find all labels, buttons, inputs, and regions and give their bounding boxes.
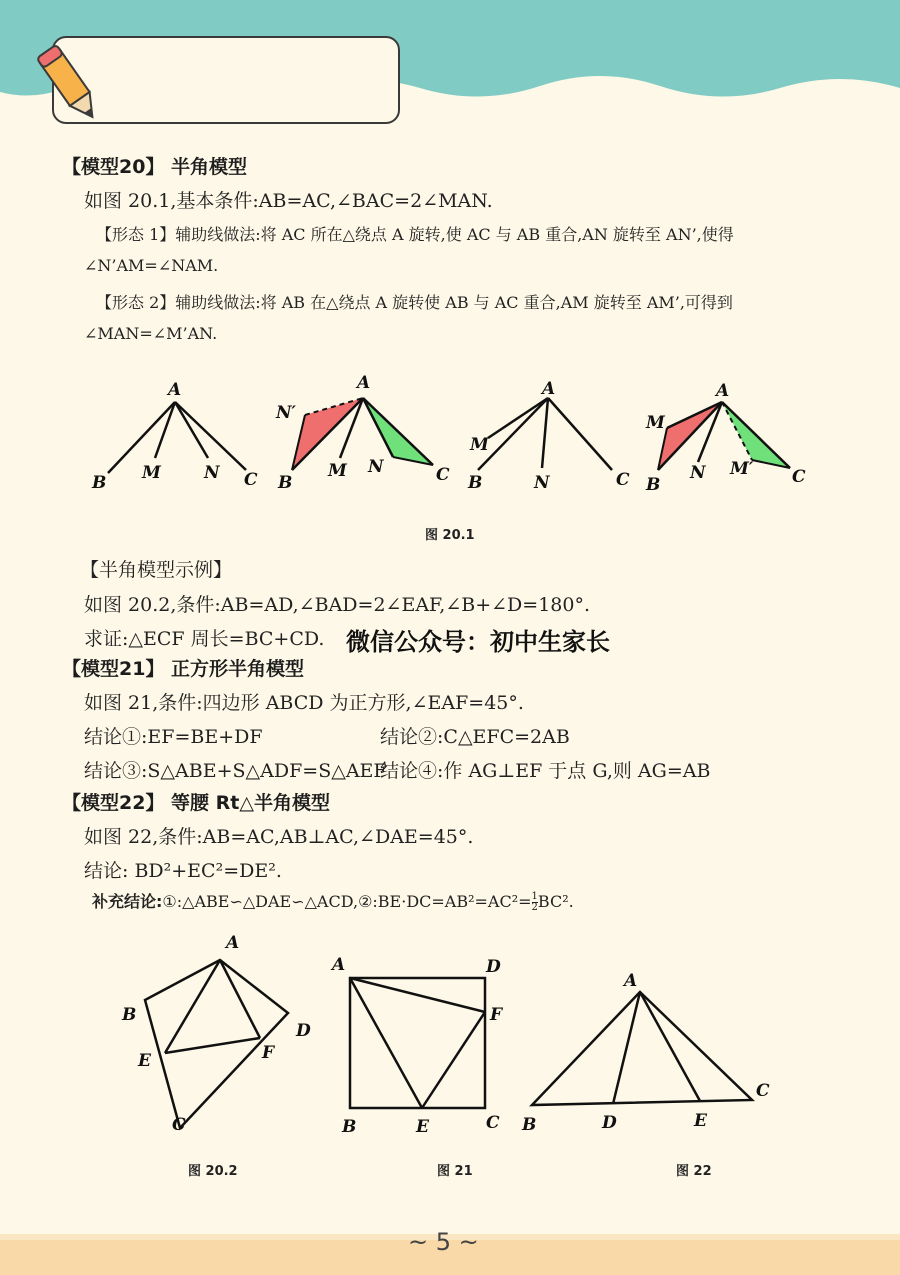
label-A: A bbox=[168, 380, 182, 400]
fig22-caption: 图 22 bbox=[676, 1164, 712, 1179]
model20-form2-line1: 【形态 2】辅助线做法:将 AB 在△绕点 A 旋转使 AB 与 AC 重合,AM 旋转至 AM’,可得到 bbox=[96, 293, 733, 312]
label-E: E bbox=[416, 1117, 429, 1137]
label-D: D bbox=[296, 1021, 311, 1041]
pencil-icon bbox=[30, 40, 110, 130]
label-C: C bbox=[436, 465, 450, 485]
fig20-1-square-like-diagram bbox=[460, 370, 650, 500]
fraction-denominator: 2 bbox=[531, 902, 538, 913]
label-A: A bbox=[357, 373, 371, 393]
fig20-1-basic-diagram bbox=[80, 370, 270, 500]
label-B: B bbox=[92, 473, 107, 493]
example-title: 【半角模型示例】 bbox=[80, 559, 233, 581]
label-C: C bbox=[756, 1081, 770, 1101]
label-C: C bbox=[616, 470, 630, 490]
label-B: B bbox=[122, 1005, 137, 1025]
label-C: C bbox=[172, 1115, 186, 1135]
model21-conclusion-2: 结论②:C△EFC=2AB bbox=[380, 726, 570, 748]
fig22-triangle-diagram bbox=[520, 960, 780, 1140]
label-D: D bbox=[602, 1113, 617, 1133]
model20-title: 【模型20】 半角模型 bbox=[62, 156, 248, 178]
label-A: A bbox=[542, 379, 556, 399]
label-A: A bbox=[716, 381, 730, 401]
fig20-1-form1-diagram bbox=[270, 370, 460, 500]
label-M: M bbox=[328, 461, 347, 481]
label-C: C bbox=[486, 1113, 500, 1133]
label-A: A bbox=[624, 971, 638, 991]
model20-form1-line1: 【形态 1】辅助线做法:将 AC 所在△绕点 A 旋转,使 AC 与 AB 重合,AN 旋转至 AN’,使得 bbox=[96, 225, 734, 244]
label-M: M bbox=[142, 463, 161, 483]
model21-condition: 如图 21,条件:四边形 ABCD 为正方形,∠EAF=45°. bbox=[84, 692, 524, 714]
label-F: F bbox=[490, 1005, 503, 1025]
label-N: N bbox=[690, 463, 706, 483]
model21-conclusion-4: 结论④:作 AG⊥EF 于点 G,则 AG=AB bbox=[380, 760, 711, 782]
model22-title: 【模型22】 等腰 Rt△半角模型 bbox=[62, 792, 330, 814]
fig21-square-diagram bbox=[330, 950, 520, 1140]
model21-conclusion-1: 结论①:EF=BE+DF bbox=[84, 726, 263, 748]
label-B: B bbox=[646, 475, 661, 495]
fig20-2-caption: 图 20.2 bbox=[188, 1164, 238, 1179]
model20-basic-condition: 如图 20.1,基本条件:AB=AC,∠BAC=2∠MAN. bbox=[84, 190, 493, 212]
example-prove: 求证:△ECF 周长=BC+CD. bbox=[84, 628, 325, 650]
label-M: M bbox=[646, 413, 665, 433]
label-A: A bbox=[332, 955, 346, 975]
model20-form2-line2: ∠MAN=∠M’AN. bbox=[84, 324, 218, 343]
model20-form1-line2: ∠N’AM=∠NAM. bbox=[84, 256, 219, 275]
model22-supplement bbox=[92, 889, 574, 913]
label-N: N bbox=[534, 473, 550, 493]
model21-conclusion-3: 结论③:S△ABE+S△ADF=S△AEF bbox=[84, 760, 387, 782]
label-N: N bbox=[204, 463, 220, 483]
label-A: A bbox=[226, 933, 240, 953]
model22-conclusion: 结论: BD²+EC²=DE². bbox=[84, 860, 282, 882]
fig21-caption: 图 21 bbox=[437, 1164, 473, 1179]
label-B: B bbox=[468, 473, 483, 493]
model22-condition: 如图 22,条件:AB=AC,AB⊥AC,∠DAE=45°. bbox=[84, 826, 474, 848]
supplement-head: 补充结论: bbox=[92, 892, 163, 911]
label-D: D bbox=[486, 957, 501, 977]
watermark-text: 微信公众号：初中生家长 bbox=[342, 622, 614, 657]
label-B: B bbox=[342, 1117, 357, 1137]
label-N-prime: N′ bbox=[276, 403, 297, 423]
label-M: M bbox=[470, 435, 489, 455]
fraction-numerator: 1 bbox=[531, 891, 538, 902]
label-B: B bbox=[278, 473, 293, 493]
label-E: E bbox=[138, 1051, 151, 1071]
supplement-tail: BC². bbox=[537, 892, 574, 911]
fig20-1-form2-diagram bbox=[640, 370, 830, 500]
label-F: F bbox=[262, 1043, 275, 1063]
label-C: C bbox=[244, 470, 258, 490]
example-condition: 如图 20.2,条件:AB=AD,∠BAD=2∠EAF,∠B+∠D=180°. bbox=[84, 594, 591, 616]
fig20-2-diagram bbox=[110, 928, 340, 1138]
label-B: B bbox=[522, 1115, 537, 1135]
label-M-prime: M′ bbox=[730, 459, 754, 479]
supplement-body: ①:△ABE∽△DAE∽△ACD,②:BE·DC=AB²=AC²= bbox=[162, 892, 532, 911]
label-N: N bbox=[368, 457, 384, 477]
model21-title: 【模型21】 正方形半角模型 bbox=[62, 658, 305, 680]
fig20-1-caption: 图 20.1 bbox=[425, 528, 475, 543]
label-C: C bbox=[792, 467, 806, 487]
page-number: ~ 5 ~ bbox=[408, 1228, 479, 1256]
label-E: E bbox=[694, 1111, 707, 1131]
